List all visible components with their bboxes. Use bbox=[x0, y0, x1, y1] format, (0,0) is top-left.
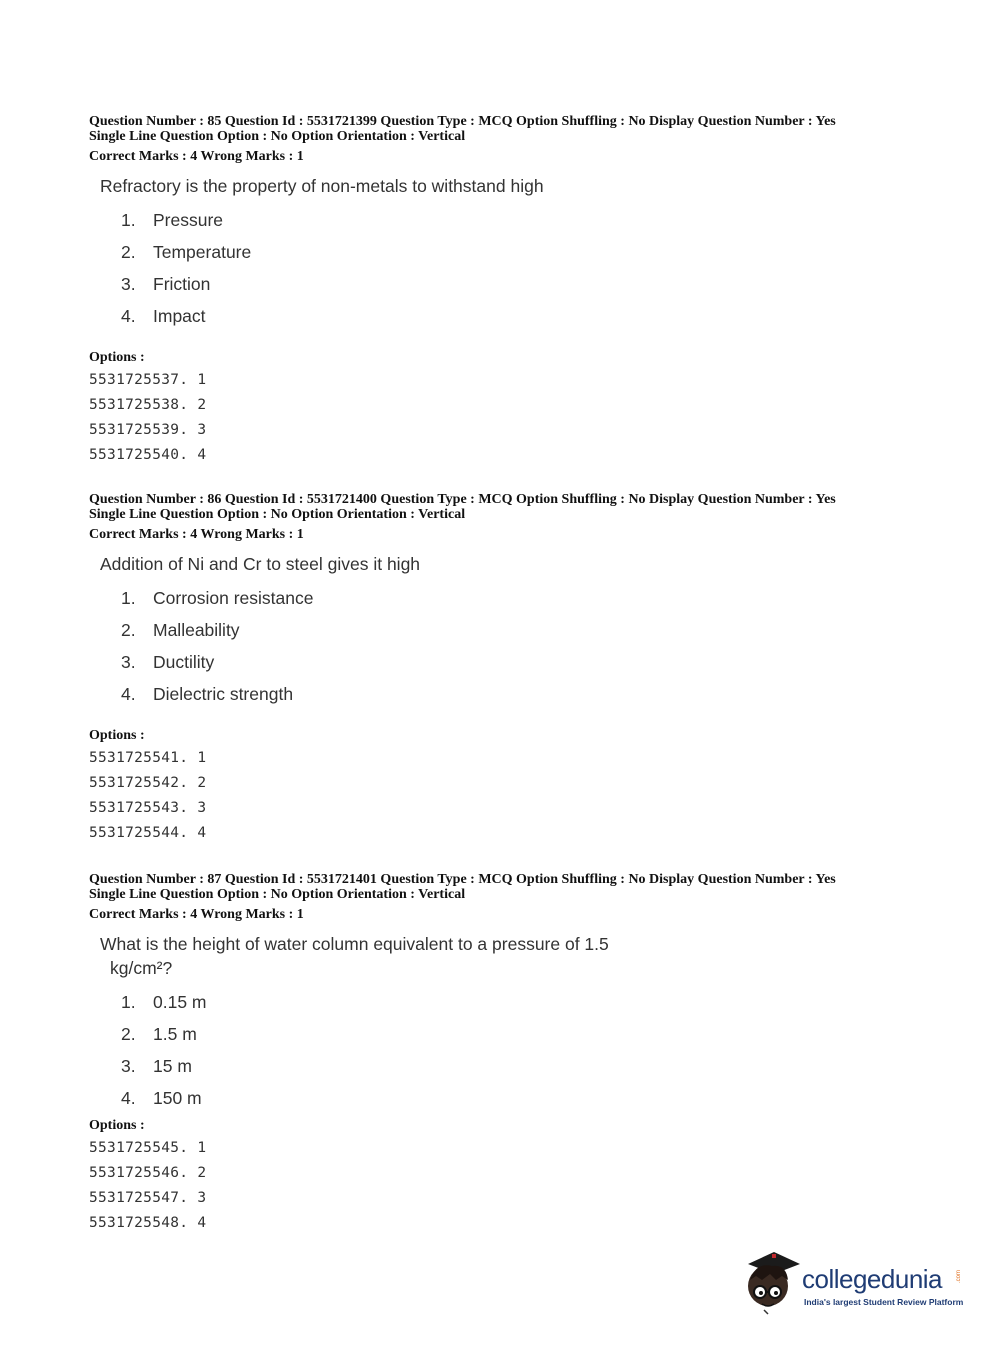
option-id-row: 5531725540. 4 bbox=[89, 447, 207, 463]
option-id-row: 5531725547. 3 bbox=[89, 1190, 207, 1206]
choice-label: 15 m bbox=[153, 1056, 192, 1076]
option-id-row: 5531725539. 3 bbox=[89, 422, 207, 438]
choice-number: 1. bbox=[121, 992, 136, 1012]
choice-label: Temperature bbox=[153, 242, 252, 262]
choice-item bbox=[121, 300, 969, 332]
options-heading: Options : bbox=[89, 1118, 145, 1133]
choice-label: 1.5 m bbox=[153, 1024, 197, 1044]
question-meta-line1: Question Number : 85 Question Id : 5531721399 Question Type : MCQ Option Shuffling : No Display Question Number : Yes bbox=[89, 114, 836, 129]
choice-number: 2. bbox=[121, 1024, 136, 1044]
option-id-row: 5531725548. 4 bbox=[89, 1215, 207, 1231]
question-meta-line2: Single Line Question Option : No Option Orientation : Vertical bbox=[89, 129, 466, 144]
option-id-row: 5531725537. 1 bbox=[89, 372, 207, 388]
question-text bbox=[100, 552, 969, 576]
options-heading: Options : bbox=[89, 728, 145, 743]
question-text bbox=[100, 174, 969, 198]
question-text bbox=[100, 932, 969, 980]
choice-label: Ductility bbox=[153, 652, 215, 672]
choice-number: 2. bbox=[121, 242, 136, 262]
choice-label: Corrosion resistance bbox=[153, 588, 314, 608]
question-meta-line1: Question Number : 86 Question Id : 5531721400 Question Type : MCQ Option Shuffling : No Display Question Number : Yes bbox=[89, 492, 836, 507]
question-meta-line1: Question Number : 87 Question Id : 5531721401 Question Type : MCQ Option Shuffling : No Display Question Number : Yes bbox=[89, 872, 836, 887]
choice-item bbox=[121, 268, 969, 300]
choice-number: 4. bbox=[121, 306, 136, 326]
question-block-86 bbox=[89, 492, 969, 846]
question-text-line: What is the height of water column equivalent to a pressure of 1.5 bbox=[100, 934, 609, 954]
choice-number: 3. bbox=[121, 652, 136, 672]
choice-item bbox=[121, 986, 969, 1018]
option-id-row: 5531725543. 3 bbox=[89, 800, 207, 816]
choice-item bbox=[121, 1018, 969, 1050]
choice-label: Impact bbox=[153, 306, 206, 326]
question-text-line: Addition of Ni and Cr to steel gives it high bbox=[100, 554, 421, 574]
question-marks: Correct Marks : 4 Wrong Marks : 1 bbox=[89, 149, 304, 164]
choice-label: 150 m bbox=[153, 1088, 202, 1108]
choice-item bbox=[121, 614, 969, 646]
choice-item bbox=[121, 582, 969, 614]
option-id-row: 5531725546. 2 bbox=[89, 1165, 207, 1181]
choice-number: 4. bbox=[121, 684, 136, 704]
choice-label: Malleability bbox=[153, 620, 240, 640]
question-marks: Correct Marks : 4 Wrong Marks : 1 bbox=[89, 907, 304, 922]
choice-number: 1. bbox=[121, 210, 136, 230]
choice-list bbox=[121, 204, 969, 332]
choice-label: Dielectric strength bbox=[153, 684, 294, 704]
choice-number: 3. bbox=[121, 1056, 136, 1076]
logo-brand-text: collegedunia bbox=[802, 1264, 943, 1294]
option-id-list bbox=[89, 368, 969, 468]
choice-list bbox=[121, 986, 969, 1114]
option-id-row: 5531725545. 1 bbox=[89, 1140, 207, 1156]
option-id-row: 5531725544. 4 bbox=[89, 825, 207, 841]
option-id-row: 5531725541. 1 bbox=[89, 750, 207, 766]
choice-number: 4. bbox=[121, 1088, 136, 1108]
question-meta-line2: Single Line Question Option : No Option Orientation : Vertical bbox=[89, 507, 466, 522]
choice-number: 1. bbox=[121, 588, 136, 608]
question-marks: Correct Marks : 4 Wrong Marks : 1 bbox=[89, 527, 304, 542]
question-text-line: Refractory is the property of non-metals to withstand high bbox=[100, 176, 544, 196]
choice-item bbox=[121, 678, 969, 710]
choice-label: 0.15 m bbox=[153, 992, 207, 1012]
option-id-list bbox=[89, 1136, 969, 1236]
choice-label: Friction bbox=[153, 274, 211, 294]
option-id-row: 5531725542. 2 bbox=[89, 775, 207, 791]
collegedunia-logo[interactable] bbox=[742, 1250, 974, 1320]
question-block-87 bbox=[89, 872, 969, 1236]
choice-item bbox=[121, 1082, 969, 1114]
choice-list bbox=[121, 582, 969, 710]
option-id-row: 5531725538. 2 bbox=[89, 397, 207, 413]
option-id-list bbox=[89, 746, 969, 846]
choice-item bbox=[121, 1050, 969, 1082]
choice-number: 3. bbox=[121, 274, 136, 294]
logo-tagline: India's largest Student Review Platform bbox=[804, 1297, 964, 1307]
choice-item bbox=[121, 236, 969, 268]
choice-item bbox=[121, 646, 969, 678]
options-heading: Options : bbox=[89, 350, 145, 365]
question-block-85 bbox=[89, 114, 969, 468]
logo-suffix-text: .com bbox=[956, 1270, 962, 1284]
mascot-icon bbox=[742, 1250, 802, 1316]
question-text-continuation: kg/cm²? bbox=[110, 958, 173, 978]
question-meta-line2: Single Line Question Option : No Option Orientation : Vertical bbox=[89, 887, 466, 902]
choice-label: Pressure bbox=[153, 210, 224, 230]
choice-number: 2. bbox=[121, 620, 136, 640]
choice-item bbox=[121, 204, 969, 236]
